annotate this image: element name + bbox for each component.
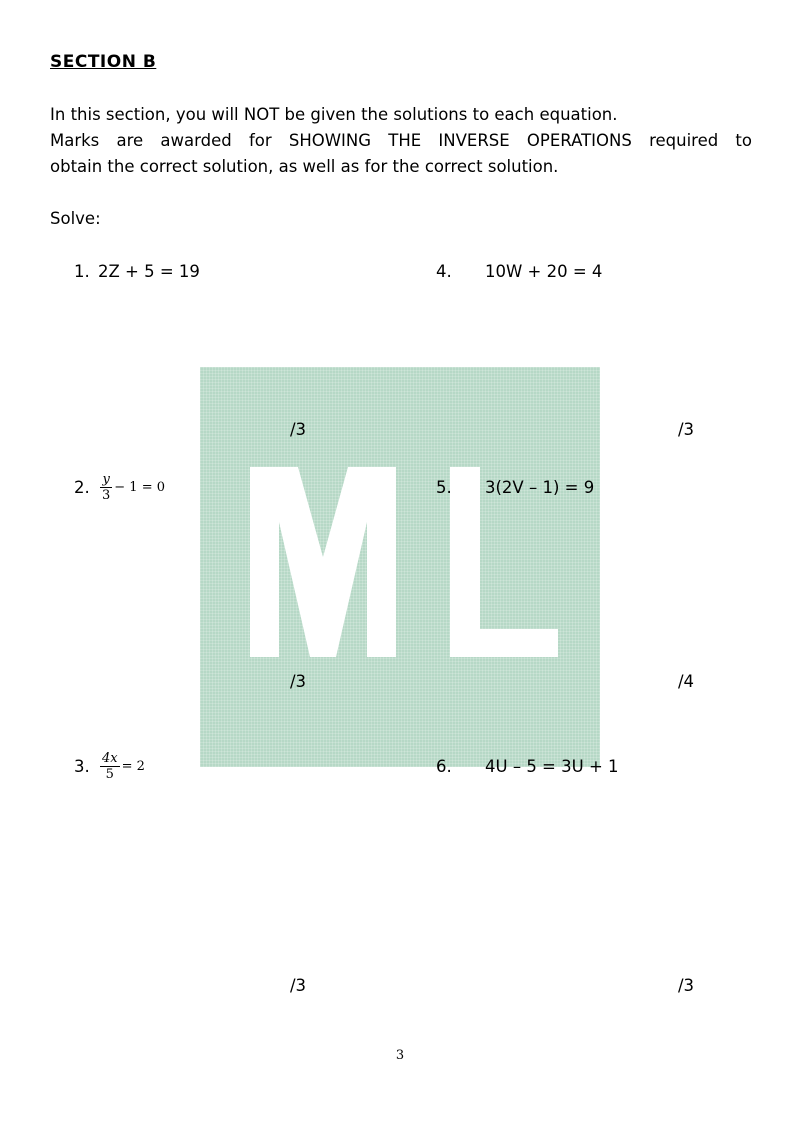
- intro-line-2: Marks are awarded for SHOWING THE INVERSE OPERATIONS required to: [50, 131, 752, 150]
- question-2-numerator: y: [102, 472, 110, 487]
- intro-line-1: In this section, you will NOT be given the solutions to each equation.: [50, 105, 618, 124]
- question-2-denominator: 3: [102, 488, 111, 503]
- question-4-number: 4.: [436, 262, 452, 281]
- question-3-equation: [100, 751, 145, 782]
- question-2-fraction: [100, 472, 112, 503]
- question-5-equation: 3(2V – 1) = 9: [485, 478, 595, 497]
- question-2-marks: /3: [290, 672, 307, 691]
- question-2-number: 2.: [74, 478, 90, 497]
- watermark-logo: [200, 367, 600, 767]
- question-1-equation: 2Z + 5 = 19: [98, 262, 200, 281]
- question-6-number: 6.: [436, 757, 452, 776]
- question-3-number: 3.: [74, 757, 90, 776]
- watermark-letters: [200, 367, 600, 767]
- question-6-marks: /3: [678, 976, 695, 995]
- section-heading: SECTION B: [50, 52, 157, 72]
- question-5-marks: /4: [678, 672, 695, 691]
- question-3-denominator: 5: [105, 767, 114, 782]
- question-3-marks: /3: [290, 976, 307, 995]
- page-number: 3: [395, 1048, 405, 1063]
- question-5-number: 5.: [436, 478, 452, 497]
- question-1-marks: /3: [290, 420, 307, 439]
- question-2-equation: [100, 472, 165, 503]
- question-4-marks: /3: [678, 420, 695, 439]
- question-1-number: 1.: [74, 262, 90, 281]
- question-6-equation: 4U – 5 = 3U + 1: [485, 757, 619, 776]
- question-3-rest: = 2: [121, 759, 145, 774]
- question-3-numerator: 4x: [102, 751, 118, 766]
- question-3-fraction: [100, 751, 120, 782]
- question-4-equation: 10W + 20 = 4: [485, 262, 603, 281]
- question-2-rest: − 1 = 0: [114, 480, 166, 495]
- intro-line-3: obtain the correct solution, as well as for the correct solution.: [50, 157, 559, 176]
- solve-label: Solve:: [50, 209, 101, 228]
